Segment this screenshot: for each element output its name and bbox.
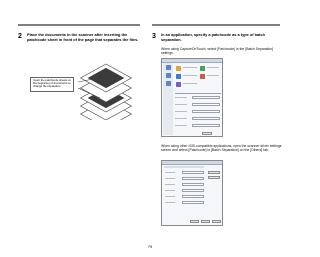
captureontouch-settings-screenshot (161, 58, 223, 137)
step-2-number: 2 (18, 33, 22, 40)
dialog-side-button[interactable] (208, 176, 220, 179)
setting-field[interactable] (182, 195, 204, 198)
setting-label (175, 97, 187, 98)
setting-label (175, 104, 187, 105)
printer-icon (176, 82, 181, 87)
cloud-icon (176, 74, 181, 79)
setting-field[interactable] (182, 171, 204, 174)
cancel-button[interactable] (201, 220, 210, 223)
setting-field[interactable] (182, 189, 204, 192)
setting-field[interactable] (182, 201, 204, 204)
document-stack-illustration (78, 58, 140, 120)
page-number: 79 (147, 244, 153, 249)
folder-icon (176, 66, 181, 71)
window-sidebar (163, 63, 173, 135)
setting-field[interactable] (182, 183, 204, 186)
dialog-tabs[interactable] (164, 166, 204, 168)
document-icon (200, 66, 205, 71)
left-column-rule (18, 24, 140, 26)
mail-icon (200, 74, 205, 79)
step-2-heading (18, 33, 140, 42)
setting-field[interactable] (192, 117, 220, 120)
dialog-side-button[interactable] (208, 171, 220, 174)
setting-field[interactable] (192, 103, 220, 106)
setting-label (175, 118, 187, 119)
ok-button[interactable] (202, 132, 212, 135)
setting-label (165, 178, 175, 179)
step-3-paragraph-1: When using CaptureOnTouch, select [Patchcode] in the [Batch Separation] settings. (161, 47, 274, 56)
scanner-driver-settings-screenshot (161, 160, 223, 226)
scan-icon (166, 65, 171, 70)
settings-icon (166, 73, 171, 78)
setting-field[interactable] (192, 96, 220, 99)
ok-button[interactable] (190, 220, 199, 223)
dialog-titlebar (162, 161, 222, 165)
setting-label (175, 125, 187, 126)
step-3-number: 3 (152, 33, 156, 40)
setting-label (175, 111, 187, 112)
placeholder-line (183, 83, 197, 84)
patchcode-callout: Insert the patchcode sheets at the beginning of documents to change file separation. (30, 77, 74, 92)
setting-label (165, 202, 175, 203)
output-icon (166, 81, 171, 86)
step-2-title: Place the documents in the scanner after inserting the patchcode sheet in front of the page that separates the files. (27, 32, 139, 42)
placeholder-line (207, 67, 219, 68)
setting-label (165, 196, 175, 197)
placeholder-line (183, 75, 197, 76)
setting-label (165, 184, 175, 185)
step-3-heading (152, 33, 280, 42)
setting-label (165, 172, 175, 173)
batch-separation-select[interactable] (182, 177, 204, 180)
step-3-paragraph-2: When using other ISIS-compatible applications, open the scanner driver settings screen and select [Patchcode] in [Batch Separation] on the [Others] tab. (161, 144, 282, 153)
setting-field[interactable] (192, 124, 220, 127)
batch-separation-select[interactable] (192, 110, 220, 113)
step-3-title: In an application, specify a patchcode as a type of batch separation. (161, 32, 265, 42)
section-divider (175, 93, 221, 94)
setting-label (165, 190, 175, 191)
help-button[interactable] (212, 220, 221, 223)
right-column-rule (152, 24, 280, 26)
placeholder-line (207, 75, 219, 76)
placeholder-line (183, 67, 197, 68)
